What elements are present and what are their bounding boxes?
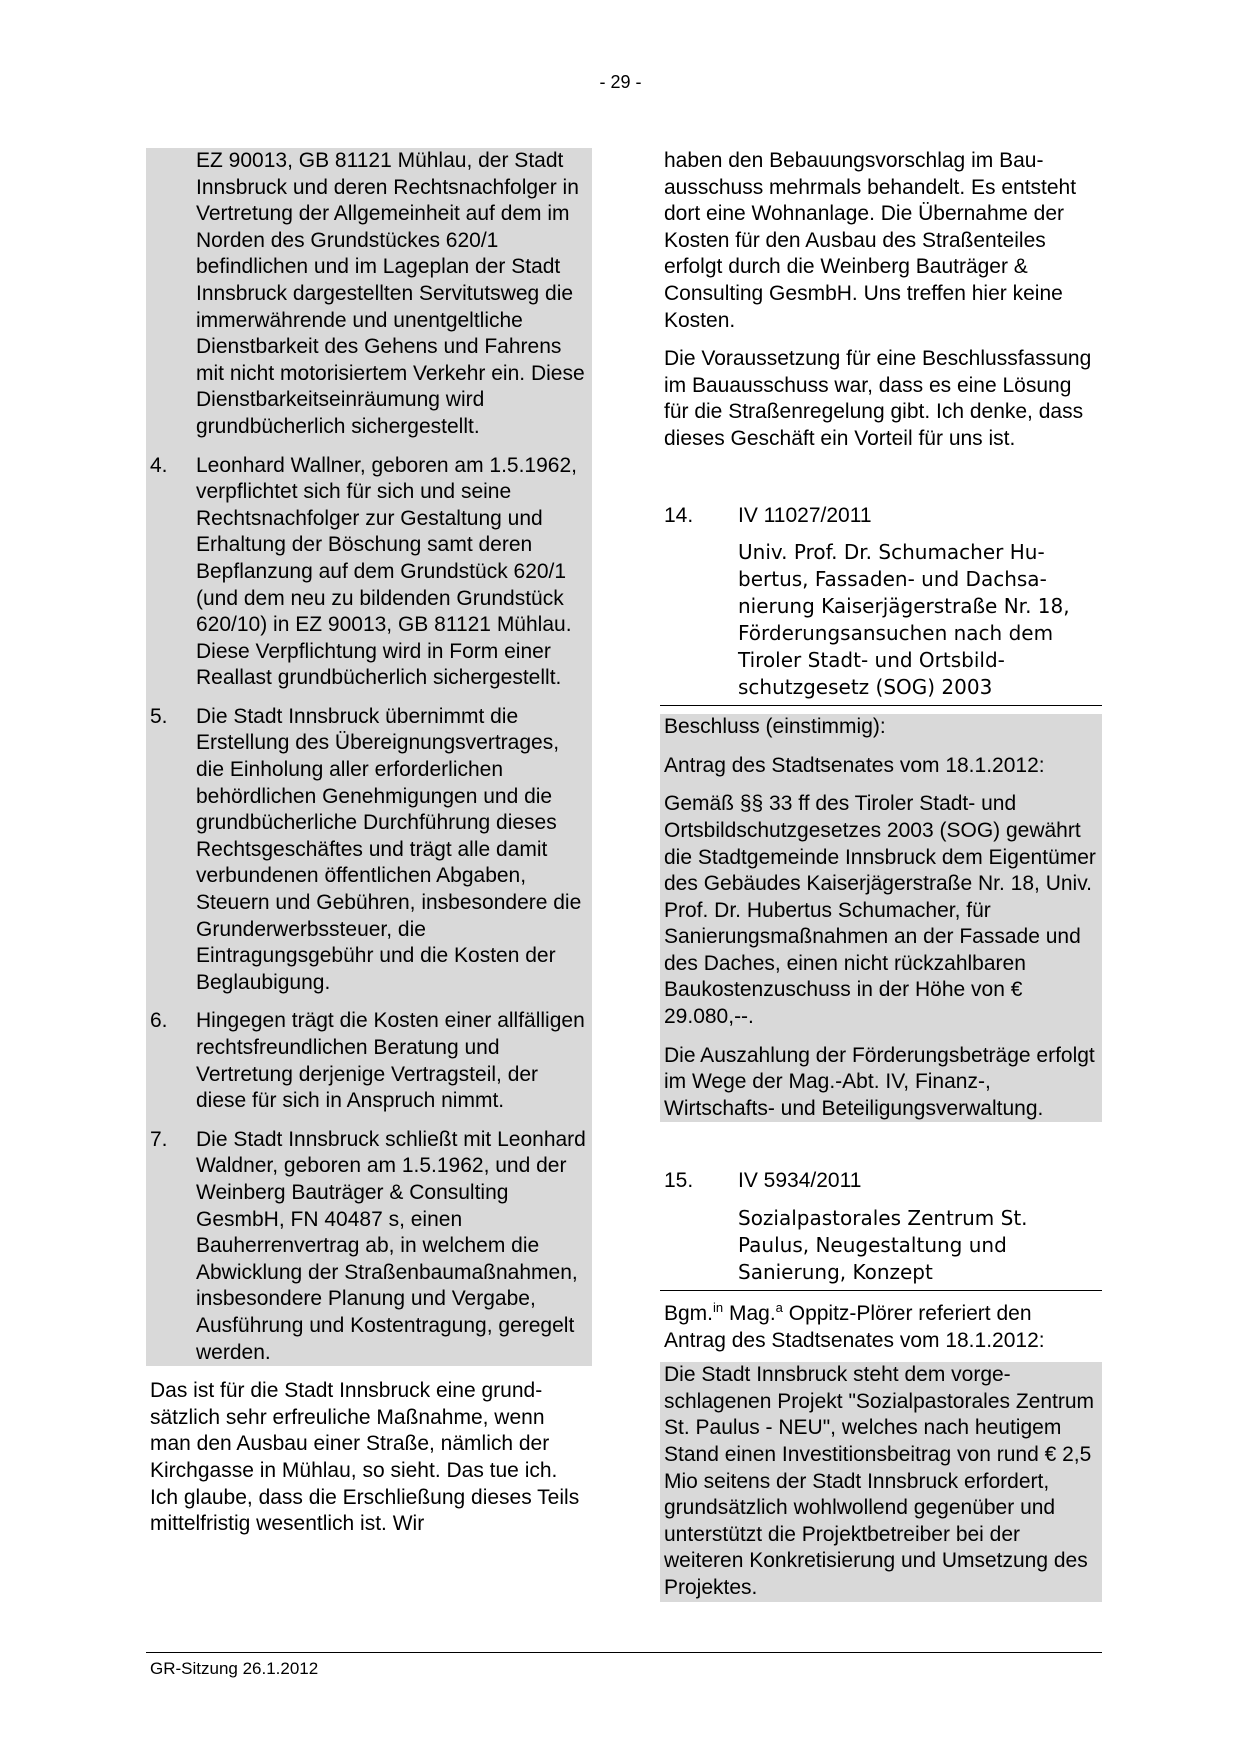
agenda-item-15 xyxy=(660,1168,1102,1291)
footer-text: GR-Sitzung 26.1.2012 xyxy=(150,1659,319,1678)
right-column xyxy=(660,148,1102,1602)
agenda-number: 15. xyxy=(664,1169,694,1193)
speech-paragraph-continued: haben den Bebauungsvorschlag im Bauausschuss mehrmals behandelt. Es entsteht dort eine Wohnanlage. Die Übernahme der Kosten für den Ausbau des Straßenteiles erfolgt durch die Weinberg Bauträger & Consulting GesmbH. Uns treffen hier keine Kosten. xyxy=(664,149,1077,332)
reporter-line: Bgm.$^{in}$ Mag.$^a$ Oppitz-Plörer referiert den Antrag des Stadtsenates vom 18.1.2012: xyxy=(664,1300,1045,1352)
decision-body: Gemäß §§ 33 ff des Tiroler Stadt- und Ortsbildschutzgesetzes 2003 (SOG) gewährt die Stadtgemeinde Innsbruck dem Eigentümer des Gebäudes Kaiserjägerstraße Nr. 18, Univ. Prof. Dr. Hubertus Schumacher, für Sanierungsmaßnahmen an der Fassade und des Daches, einen nicht rückzahlbaren Baukostenzuschuss in der Höhe von € 29.080,--. xyxy=(664,792,1096,1029)
agenda-number: 14. xyxy=(664,503,694,527)
resolution-items-box xyxy=(146,148,592,1366)
left-column xyxy=(146,148,592,1538)
item-text: Hingegen trägt die Kosten einer allfälligen rechtsfreundlichen Beratung und Vertretung derjenige Vertragsteil, der diese für sich in Anspruch nimmt. xyxy=(196,1009,585,1113)
decision-box-14 xyxy=(660,714,1102,1122)
page-number: - 29 - xyxy=(599,72,642,92)
agenda-subject: Sozialpastorales Zentrum St. Paulus, Neugestaltung und Sanierung, Konzept xyxy=(738,1206,1028,1285)
item-number: 5. xyxy=(150,704,168,728)
item-text: Leonhard Wallner, geboren am 1.5.1962, verpflichtet sich für sich und seine Rechtsnachfolger zur Gestaltung und Erhaltung der Böschung samt deren Bepflanzung auf dem Grundstück 620/1 (und dem neu zu bildenden Grundstück 620/10) in EZ 90013, GB 81121 Mühlau. Diese Verpflichtung wird in Form einer Reallast grundbücherlich sichergestellt. xyxy=(196,453,577,690)
footer-rule xyxy=(146,1652,1102,1653)
speech-paragraph: Die Voraussetzung für eine Beschlussfassung im Bauausschuss war, dass es eine Lösung für die Straßenregelung gibt. Ich denke, dass dieses Geschäft ein Vorteil für uns ist. xyxy=(664,347,1092,450)
decision-body-2: Die Auszahlung der Förderungsbeträge erfolgt im Wege der Mag.-Abt. IV, Finanz-, Wirtschafts- und Beteiligungsverwaltung. xyxy=(664,1043,1095,1120)
item-number: 4. xyxy=(150,453,168,477)
agenda-reference: IV 5934/2011 xyxy=(738,1169,862,1193)
agenda-item-14 xyxy=(660,503,1102,707)
item-text: Die Stadt Innsbruck übernimmt die Erstellung des Übereignungsvertrages, die Einholung aller erforderlichen behördlichen Genehmigungen und die grundbücherliche Durchführung dieses Rechtsgeschäftes und trägt alle damit verbundenen öffentlichen Abgaben, Steuern und Gebühren, insbesondere die Grunderwerbssteuer, die Eintragungsgebühr und die Kosten der Beglaubigung. xyxy=(196,704,582,994)
agenda-subject: Univ. Prof. Dr. Schumacher Hubertus, Fassaden- und Dachsanierung Kaiserjägerstraße Nr. 18, Förderungsansuchen nach dem Tiroler Stadt- und Ortsbildschutzgesetz (SOG) 2003 xyxy=(738,540,1070,700)
motion-label: Antrag des Stadtsenates vom 18.1.2012: xyxy=(664,753,1045,777)
item-number: 7. xyxy=(150,1127,168,1151)
list-item xyxy=(146,453,592,692)
list-item xyxy=(146,1127,592,1366)
item-text: Die Stadt Innsbruck schließt mit Leonhard Waldner, geboren am 1.5.1962, und der Weinberg Bauträger & Consulting GesmbH, FN 40487 s, einen Bauherrenvertrag ab, in welchem die Abwicklung der Straßenbaumaßnahmen, insbesondere Planung und Vergabe, Ausführung und Kostentragung, geregelt werden. xyxy=(196,1127,586,1364)
decision-label: Beschluss (einstimmig): xyxy=(664,715,886,739)
item-number: 6. xyxy=(150,1009,168,1033)
decision-body: Die Stadt Innsbruck steht dem vorgeschlagenen Projekt "Sozialpastorales Zentrum St. Paulus - NEU", welches nach heutigem Stand einen Investitionsbeitrag von rund € 2,5 Mio seitens der Stadt Innsbruck erfordert, grundsätzlich wohlwollend gegenüber und unterstützt die Projektbetreiber bei der weiteren Konkretisierung und Umsetzung des Projektes. xyxy=(664,1363,1095,1599)
agenda-reference: IV 11027/2011 xyxy=(738,503,872,527)
item-3-continuation: EZ 90013, GB 81121 Mühlau, der Stadt Innsbruck und deren Rechtsnachfolger in Vertretung der Allgemeinheit auf dem im Norden des Grundstückes 620/1 befindlichen und im Lageplan der Stadt Innsbruck dargestellten Servitutsweg die immerwährende und unentgeltliche Dienstbarkeit des Gehens und Fahrens mit nicht motorisiertem Verkehr ein. Diese Dienstbarkeitseinräumung wird grundbücherlich sichergestellt. xyxy=(196,149,585,438)
list-item xyxy=(146,704,592,997)
decision-box-15 xyxy=(660,1362,1102,1601)
list-item xyxy=(146,1008,592,1114)
speech-paragraph: Das ist für die Stadt Innsbruck eine grundsätzlich sehr erfreuliche Maßnahme, wenn man den Ausbau einer Straße, nämlich der Kirchgasse in Mühlau, so sieht. Das tue ich. Ich glaube, dass die Erschließung dieses Teils mittelfristig wesentlich ist. Wir xyxy=(150,1379,580,1536)
